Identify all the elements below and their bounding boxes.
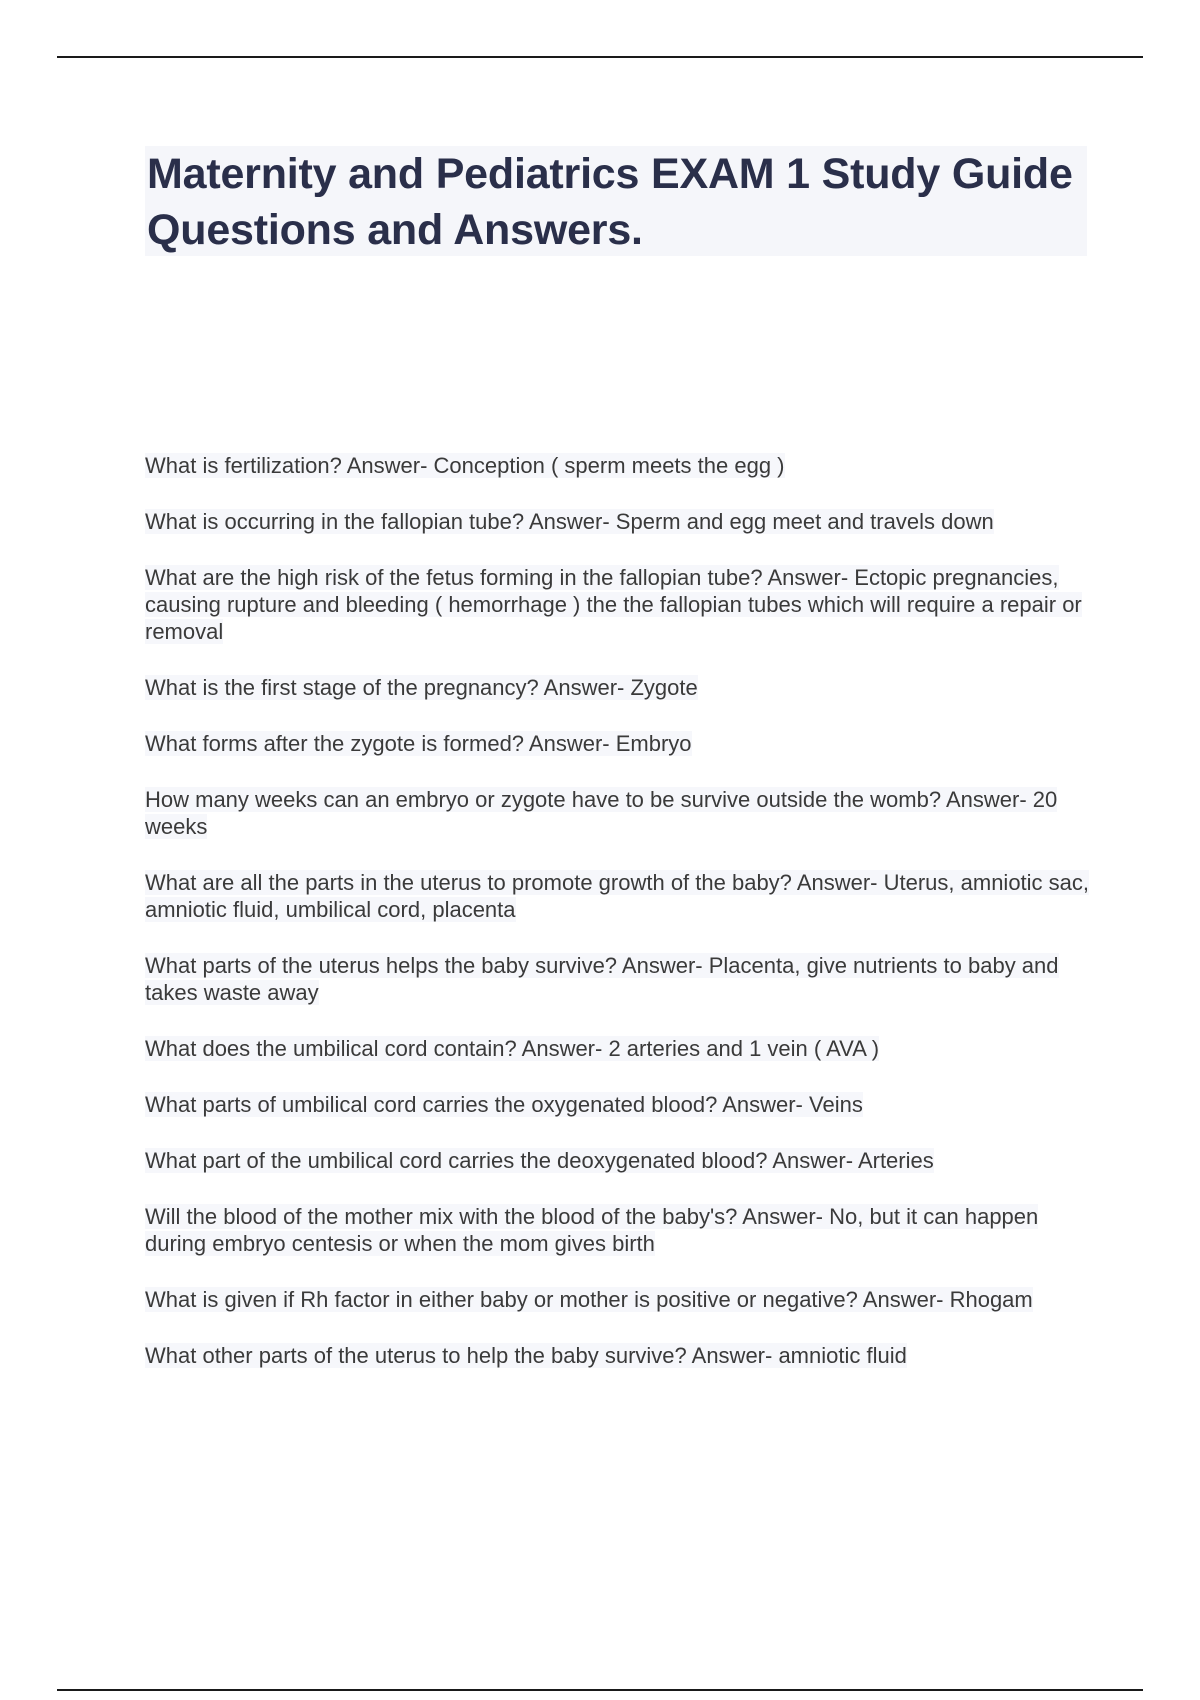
qa-item <box>145 1091 1095 1118</box>
qa-item <box>145 564 1095 645</box>
qa-item <box>145 869 1095 923</box>
qa-item <box>145 786 1095 840</box>
qa-text: What is the first stage of the pregnancy? Answer- Zygote <box>145 675 698 700</box>
qa-item <box>145 1286 1095 1313</box>
qa-text: What parts of the uterus helps the baby survive? Answer- Placenta, give nutrients to baby and takes waste away <box>145 953 1059 1005</box>
document-title: Maternity and Pediatrics EXAM 1 Study Guide Questions and Answers. <box>147 150 1073 254</box>
qa-text: What is fertilization? Answer- Conception ( sperm meets the egg ) <box>145 453 785 478</box>
qa-item <box>145 674 1095 701</box>
qa-item <box>145 1342 1095 1369</box>
qa-text: What forms after the zygote is formed? Answer- Embryo <box>145 731 692 756</box>
bottom-divider <box>57 1689 1143 1691</box>
qa-text: What part of the umbilical cord carries the deoxygenated blood? Answer- Arteries <box>145 1148 934 1173</box>
qa-text: How many weeks can an embryo or zygote have to be survive outside the womb? Answer- 20 weeks <box>145 787 1058 839</box>
qa-list <box>145 452 1095 1398</box>
qa-text: What is given if Rh factor in either baby or mother is positive or negative? Answer- Rhogam <box>145 1287 1033 1312</box>
qa-text: What is occurring in the fallopian tube? Answer- Sperm and egg meet and travels down <box>145 509 994 534</box>
qa-text: Will the blood of the mother mix with the blood of the baby's? Answer- No, but it can happen during embryo centesis or when the mom gives birth <box>145 1204 1039 1256</box>
qa-text: What are the high risk of the fetus forming in the fallopian tube? Answer- Ectopic pregnancies, causing rupture and bleeding ( hemorrhage ) the the fallopian tubes which will require a repair or removal <box>145 565 1082 644</box>
title-block <box>145 146 1087 256</box>
qa-text: What does the umbilical cord contain? Answer- 2 arteries and 1 vein ( AVA ) <box>145 1036 880 1061</box>
qa-item <box>145 1035 1095 1062</box>
qa-item <box>145 730 1095 757</box>
qa-text: What parts of umbilical cord carries the oxygenated blood? Answer- Veins <box>145 1092 863 1117</box>
top-divider <box>57 56 1143 58</box>
qa-item <box>145 1203 1095 1257</box>
qa-item <box>145 452 1095 479</box>
qa-item <box>145 508 1095 535</box>
qa-item <box>145 952 1095 1006</box>
qa-item <box>145 1147 1095 1174</box>
qa-text: What other parts of the uterus to help the baby survive? Answer- amniotic fluid <box>145 1343 907 1368</box>
qa-text: What are all the parts in the uterus to promote growth of the baby? Answer- Uterus, amniotic sac, amniotic fluid, umbilical cord, placenta <box>145 870 1090 922</box>
